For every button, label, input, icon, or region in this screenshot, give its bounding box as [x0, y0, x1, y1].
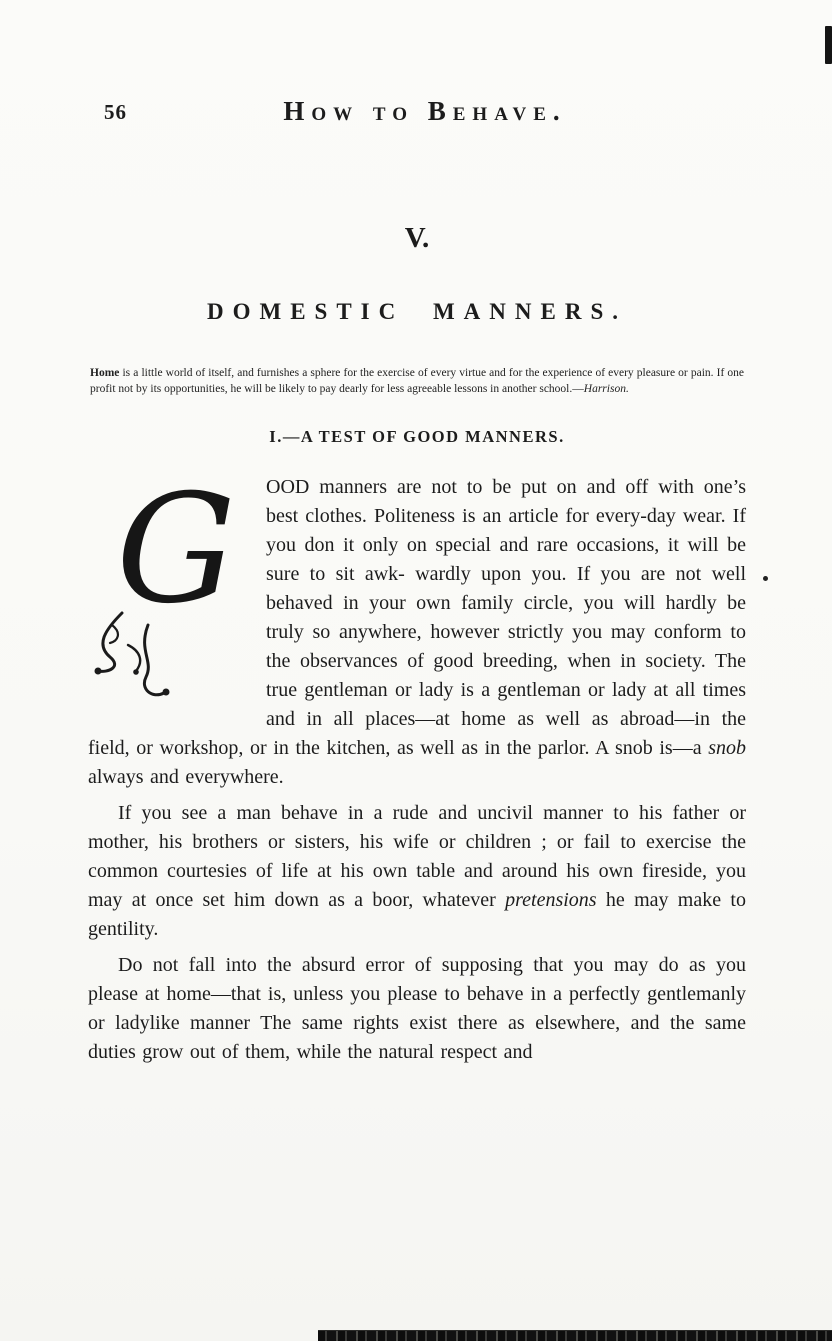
- epigraph: [90, 365, 744, 397]
- paragraph-2-text-end: he may make to gentility.: [88, 889, 746, 940]
- page-content: [88, 222, 746, 1074]
- chapter-numeral: V.: [404, 222, 430, 254]
- dropcap-engraving-icon: [88, 475, 256, 709]
- running-header-row: [88, 96, 762, 132]
- scan-artifact-bottom-edge: [318, 1330, 832, 1341]
- page-number: 56: [104, 100, 127, 124]
- running-header-title: How to Behave.: [283, 96, 567, 126]
- paragraph-1: [88, 473, 746, 792]
- ornate-dropcap-G: [88, 475, 256, 709]
- paragraph-1-text: OOD manners are not to be put on and off with one’s best clothes. Politeness is an article for every-day wear. If you don it only on special and rare occasions, it will be sure to sit awk- wardly upon you. If you are not well behaved in your own family circle, you will hardly be truly so anywhere, however strictly you may conform to the observances of good breeding, when in society. The true gentleman or lady is a gentleman or lady at all times and in all places—at home as well as abroad—in the field, or workshop, or in the kitchen, as well as in the parlor. A snob is—a: [88, 476, 746, 759]
- epigraph-lead-word: Home: [90, 367, 120, 379]
- epigraph-attribution: Harrison.: [583, 383, 629, 395]
- paragraph-2-text: If you see a man behave in a rude and uncivil manner to his father or mother, his brothers or sisters, his wife or children ; or fail to exercise the common courtesies of life at his own table and around his own fireside, you may at once set him down as a boor, whatever: [88, 802, 746, 911]
- section-heading: I.—A TEST OF GOOD MANNERS.: [269, 427, 565, 446]
- body-text: [88, 473, 746, 1067]
- scan-artifact-top-right: [825, 26, 832, 64]
- paragraph-1-text-end: always and everywhere.: [88, 766, 284, 788]
- paragraph-1-italic: snob: [708, 737, 746, 759]
- scan-artifact-ink-dot: [763, 576, 768, 581]
- chapter-title: DOMESTIC MANNERS.: [206, 299, 628, 324]
- paragraph-2: [88, 799, 746, 944]
- paragraph-3-text: Do not fall into the absurd error of supposing that you may do as you please at home—that is, unless you please to behave in a perfectly gentlemanly or ladylike manner The same rights exist there as elsewhere, and the same duties grow out of them, while the natural respect and: [88, 954, 746, 1063]
- epigraph-text: is a little world of itself, and furnishes a sphere for the exercise of every virtue and for the experience of every pleasure or pain. If one profit not by its opportunities, he will be likely to pay dearly for less agreeable lessons in another school.—: [90, 367, 744, 395]
- paragraph-2-italic: pretensions: [505, 889, 597, 911]
- svg-text:G: G: [116, 475, 236, 637]
- paragraph-3: [88, 951, 746, 1067]
